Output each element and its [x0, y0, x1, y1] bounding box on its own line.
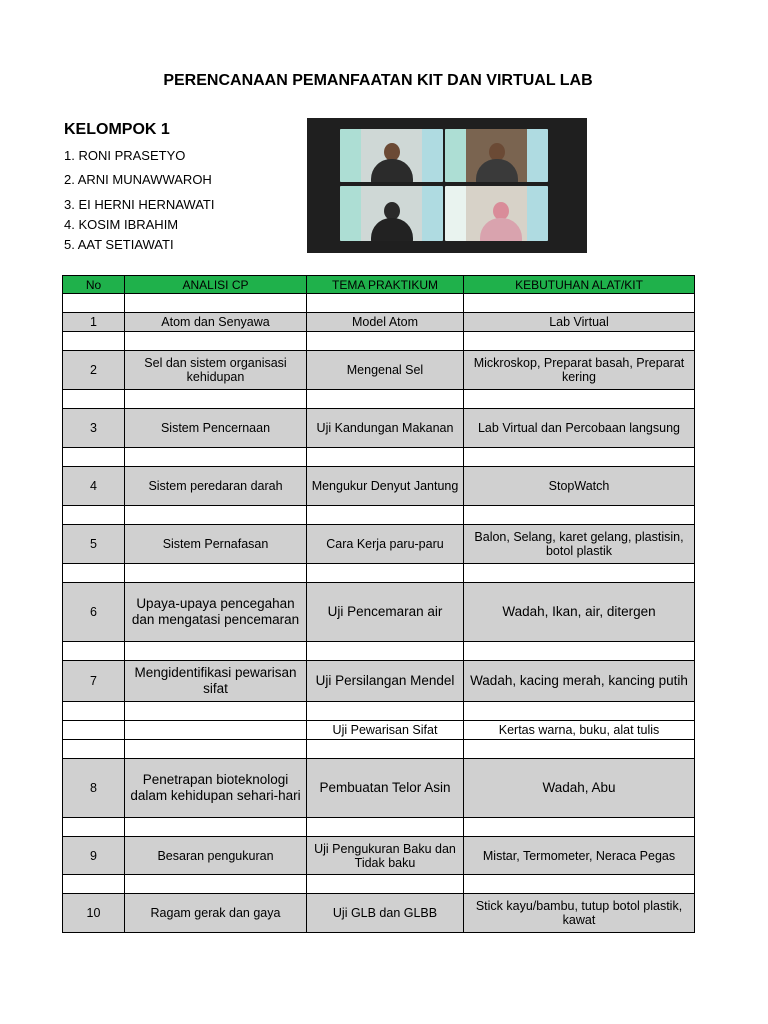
cell-cp: Besaran pengukuran [125, 837, 307, 875]
cell-no [63, 642, 125, 661]
member-item: 1. RONI PRASETYO [64, 148, 186, 163]
table-row [63, 525, 695, 564]
page-title: PERENCANAAN PEMANFAATAN KIT DAN VIRTUAL LAB [163, 72, 593, 89]
cell-alat [464, 740, 695, 759]
cell-tema: Uji Pencemaran air [307, 583, 464, 642]
cell-tema [307, 564, 464, 583]
table-spacer-row [63, 506, 695, 525]
cell-tema: Uji GLB dan GLBB [307, 894, 464, 933]
plan-table [62, 275, 695, 933]
cell-cp [125, 448, 307, 467]
table-spacer-row [63, 448, 695, 467]
cell-alat: Mistar, Termometer, Neraca Pegas [464, 837, 695, 875]
cell-tema [307, 642, 464, 661]
video-tile [340, 129, 443, 182]
cell-no [63, 702, 125, 721]
cell-no [63, 294, 125, 313]
cell-alat [464, 390, 695, 409]
cell-no [63, 448, 125, 467]
cell-alat [464, 448, 695, 467]
cell-tema: Pembuatan Telor Asin [307, 759, 464, 818]
cell-no [63, 332, 125, 351]
cell-cp [125, 390, 307, 409]
table-row [63, 351, 695, 390]
cell-no [63, 818, 125, 837]
cell-no [63, 740, 125, 759]
member-item: 2. ARNI MUNAWWAROH [64, 172, 212, 187]
cell-tema: Mengukur Denyut Jantung [307, 467, 464, 506]
video-tile [445, 129, 548, 182]
table-row [63, 721, 695, 740]
table-spacer-row [63, 818, 695, 837]
cell-no: 6 [63, 583, 125, 642]
cell-cp [125, 294, 307, 313]
cell-no: 3 [63, 409, 125, 448]
table-row [63, 467, 695, 506]
cell-no: 2 [63, 351, 125, 390]
cell-alat: Wadah, Abu [464, 759, 695, 818]
table-spacer-row [63, 702, 695, 721]
table-row [63, 409, 695, 448]
cell-tema: Uji Pengukuran Baku dan Tidak baku [307, 837, 464, 875]
cell-cp: Sel dan sistem organisasi kehidupan [125, 351, 307, 390]
member-item: 4. KOSIM IBRAHIM [64, 217, 179, 232]
cell-tema [307, 818, 464, 837]
cell-tema [307, 875, 464, 894]
cell-tema [307, 332, 464, 351]
cell-tema [307, 702, 464, 721]
cell-tema [307, 506, 464, 525]
cell-cp: Atom dan Senyawa [125, 313, 307, 332]
cell-no: 4 [63, 467, 125, 506]
cell-cp [125, 642, 307, 661]
cell-cp [125, 818, 307, 837]
table-spacer-row [63, 390, 695, 409]
cell-alat: Lab Virtual [464, 313, 695, 332]
cell-no [63, 506, 125, 525]
cell-no [63, 564, 125, 583]
cell-no: 7 [63, 661, 125, 702]
cell-alat: StopWatch [464, 467, 695, 506]
cell-cp: Upaya-upaya pencegahan dan mengatasi pencemaran [125, 583, 307, 642]
cell-alat: Kertas warna, buku, alat tulis [464, 721, 695, 740]
cell-no: 10 [63, 894, 125, 933]
table-spacer-row [63, 332, 695, 351]
cell-alat: Balon, Selang, karet gelang, plastisin, botol plastik [464, 525, 695, 564]
cell-no: 8 [63, 759, 125, 818]
member-item: 3. EI HERNI HERNAWATI [64, 197, 215, 212]
table-spacer-row [63, 740, 695, 759]
cell-cp: Sistem Pernafasan [125, 525, 307, 564]
table-spacer-row [63, 642, 695, 661]
cell-alat [464, 564, 695, 583]
table-spacer-row [63, 294, 695, 313]
cell-no [63, 875, 125, 894]
video-tile [340, 186, 443, 241]
cell-alat: Wadah, kacing merah, kancing putih [464, 661, 695, 702]
cell-alat [464, 642, 695, 661]
table-row [63, 759, 695, 818]
cell-alat [464, 506, 695, 525]
cell-tema: Mengenal Sel [307, 351, 464, 390]
cell-tema: Uji Pewarisan Sifat [307, 721, 464, 740]
table-row [63, 837, 695, 875]
cell-alat: Wadah, Ikan, air, ditergen [464, 583, 695, 642]
cell-tema: Cara Kerja paru-paru [307, 525, 464, 564]
table-row [63, 313, 695, 332]
cell-cp: Sistem peredaran darah [125, 467, 307, 506]
cell-tema [307, 448, 464, 467]
cell-cp [125, 506, 307, 525]
table-spacer-row [63, 875, 695, 894]
cell-cp [125, 740, 307, 759]
group-title: KELOMPOK 1 [64, 121, 170, 138]
video-tile [445, 186, 548, 241]
cell-tema [307, 740, 464, 759]
header-tema-praktikum: TEMA PRAKTIKUM [307, 276, 464, 294]
member-item: 5. AAT SETIAWATI [64, 237, 174, 252]
cell-tema [307, 390, 464, 409]
cell-alat [464, 332, 695, 351]
table-row [63, 583, 695, 642]
header-analisi-cp: ANALISI CP [125, 276, 307, 294]
cell-cp [125, 564, 307, 583]
cell-cp: Mengidentifikasi pewarisan sifat [125, 661, 307, 702]
table-spacer-row [63, 564, 695, 583]
table-row [63, 661, 695, 702]
cell-tema: Uji Kandungan Makanan [307, 409, 464, 448]
cell-no [63, 721, 125, 740]
table-row [63, 894, 695, 933]
cell-alat [464, 818, 695, 837]
video-call-screenshot [307, 118, 587, 253]
cell-cp: Penetrapan bioteknologi dalam kehidupan sehari-hari [125, 759, 307, 818]
cell-cp: Sistem Pencernaan [125, 409, 307, 448]
cell-cp [125, 721, 307, 740]
header-kebutuhan-alat: KEBUTUHAN ALAT/KIT [464, 276, 695, 294]
cell-no: 5 [63, 525, 125, 564]
cell-no [63, 390, 125, 409]
cell-tema [307, 294, 464, 313]
cell-cp: Ragam gerak dan gaya [125, 894, 307, 933]
cell-alat [464, 294, 695, 313]
header-no: No [63, 276, 125, 294]
table-header-row [63, 276, 695, 294]
cell-tema: Model Atom [307, 313, 464, 332]
cell-cp [125, 875, 307, 894]
cell-no: 1 [63, 313, 125, 332]
cell-cp [125, 702, 307, 721]
cell-cp [125, 332, 307, 351]
cell-tema: Uji Persilangan Mendel [307, 661, 464, 702]
cell-alat [464, 702, 695, 721]
cell-alat [464, 875, 695, 894]
cell-alat: Lab Virtual dan Percobaan langsung [464, 409, 695, 448]
cell-alat: Stick kayu/bambu, tutup botol plastik, kawat [464, 894, 695, 933]
cell-alat: Mickroskop, Preparat basah, Preparat kering [464, 351, 695, 390]
cell-no: 9 [63, 837, 125, 875]
